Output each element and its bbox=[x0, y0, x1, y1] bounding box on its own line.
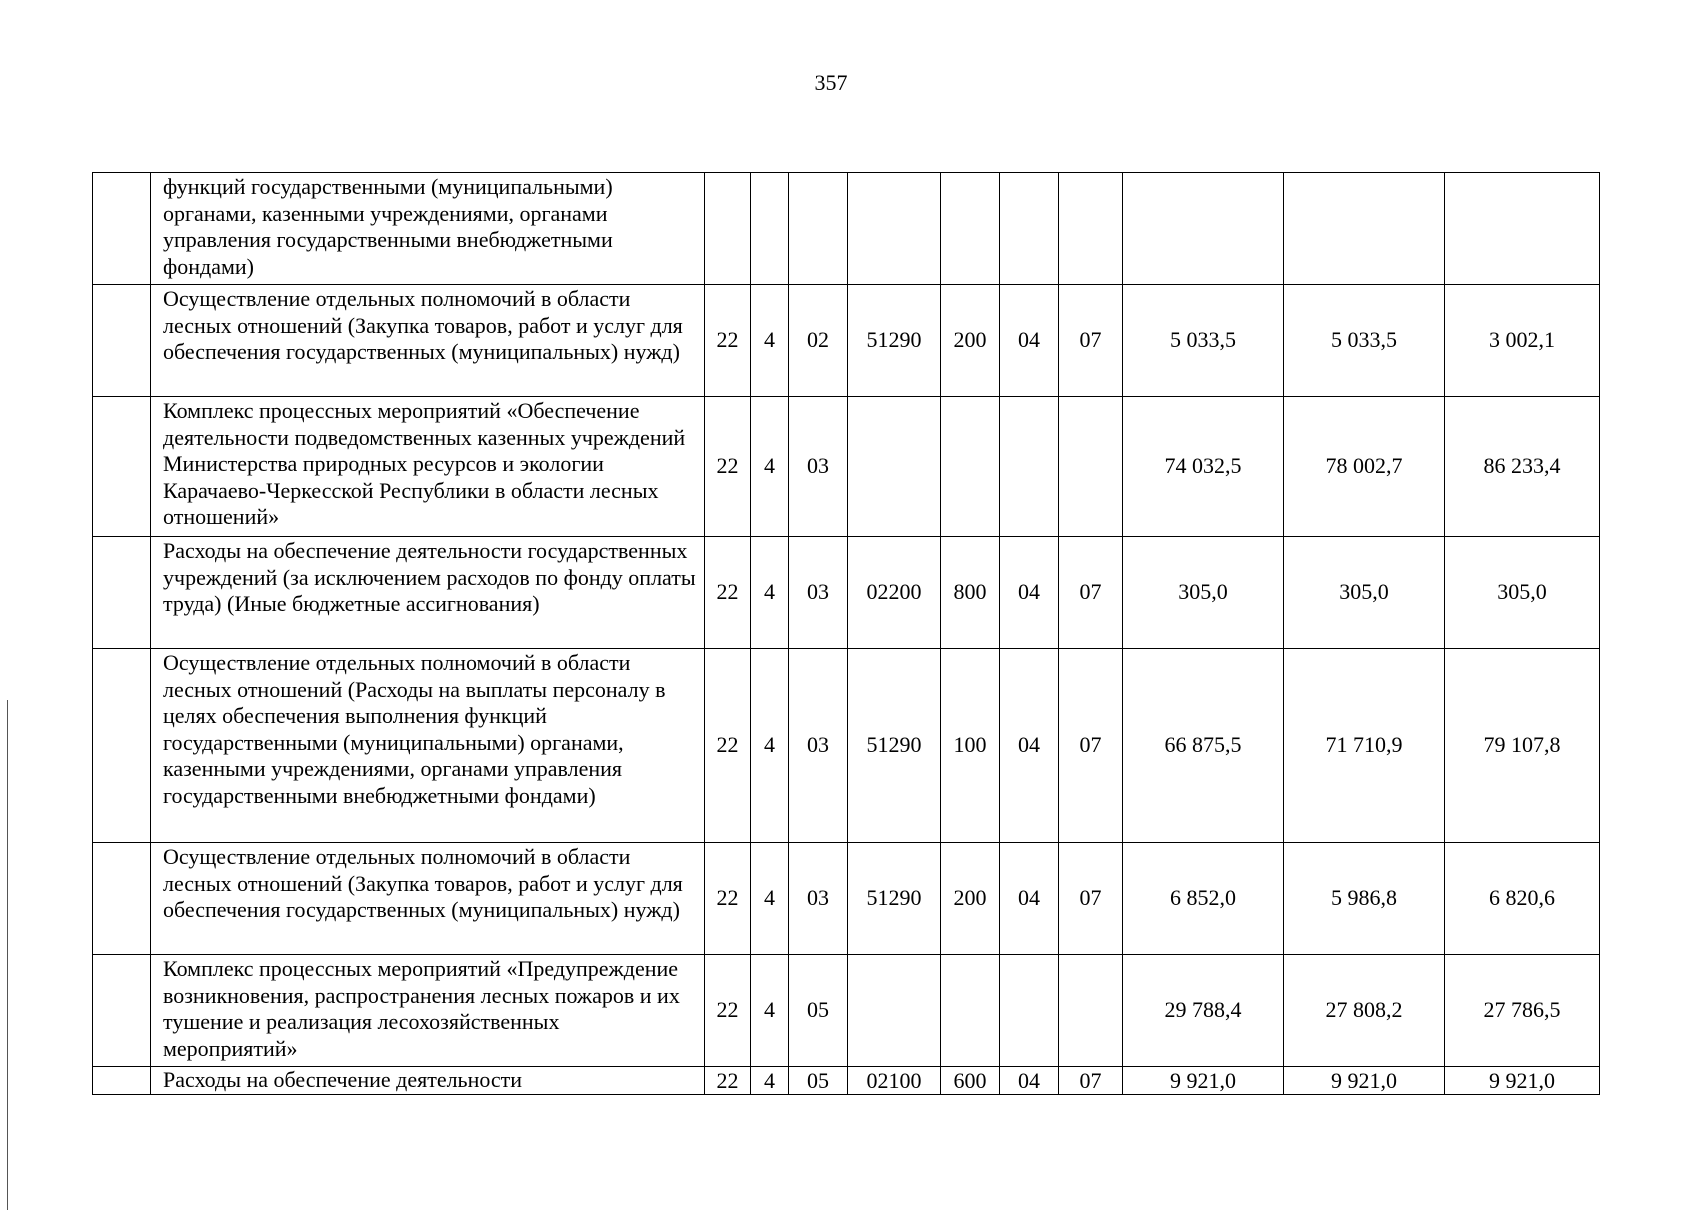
amount-cell: 5 033,5 bbox=[1284, 285, 1445, 397]
amount-cell: 5 986,8 bbox=[1284, 843, 1445, 955]
code-cell: 600 bbox=[941, 1067, 1000, 1095]
row-name-cell: Осуществление отдельных полномочий в области лесных отношений (Закупка товаров, работ и услуг для обеспечения государственных (муниципальных) нужд) bbox=[151, 285, 705, 397]
code-cell: 4 bbox=[751, 537, 789, 649]
amount-cell: 78 002,7 bbox=[1284, 397, 1445, 537]
code-cell: 51290 bbox=[848, 649, 941, 843]
code-cell: 07 bbox=[1059, 285, 1123, 397]
code-cell: 04 bbox=[1000, 537, 1059, 649]
amount-cell: 79 107,8 bbox=[1445, 649, 1600, 843]
code-cell bbox=[705, 173, 751, 285]
code-cell: 05 bbox=[789, 1067, 848, 1095]
code-cell: 04 bbox=[1000, 285, 1059, 397]
row-name-cell: Осуществление отдельных полномочий в области лесных отношений (Расходы на выплаты персоналу в целях обеспечения выполнения функций государственными (муниципальными) органами, казенными учреждениями, органами управления государственными внебюджетными фондами) bbox=[151, 649, 705, 843]
code-cell: 04 bbox=[1000, 649, 1059, 843]
table-row bbox=[93, 955, 1600, 1067]
row-number-cell bbox=[93, 537, 151, 649]
amount-cell: 305,0 bbox=[1445, 537, 1600, 649]
code-cell: 4 bbox=[751, 1067, 789, 1095]
code-cell: 02 bbox=[789, 285, 848, 397]
amount-cell: 9 921,0 bbox=[1123, 1067, 1284, 1095]
amount-cell bbox=[1284, 173, 1445, 285]
code-cell bbox=[1059, 955, 1123, 1067]
row-name-cell: Расходы на обеспечение деятельности bbox=[151, 1067, 705, 1095]
table-row bbox=[93, 649, 1600, 843]
table-row bbox=[93, 285, 1600, 397]
table-row bbox=[93, 1067, 1600, 1095]
amount-cell: 71 710,9 bbox=[1284, 649, 1445, 843]
code-cell: 07 bbox=[1059, 843, 1123, 955]
code-cell: 03 bbox=[789, 537, 848, 649]
code-cell: 22 bbox=[705, 397, 751, 537]
code-cell bbox=[1000, 397, 1059, 537]
table-row bbox=[93, 537, 1600, 649]
code-cell: 22 bbox=[705, 537, 751, 649]
code-cell: 200 bbox=[941, 285, 1000, 397]
code-cell bbox=[941, 397, 1000, 537]
code-cell: 07 bbox=[1059, 649, 1123, 843]
code-cell bbox=[1059, 397, 1123, 537]
code-cell: 02100 bbox=[848, 1067, 941, 1095]
amount-cell: 66 875,5 bbox=[1123, 649, 1284, 843]
amount-cell: 6 852,0 bbox=[1123, 843, 1284, 955]
code-cell: 03 bbox=[789, 397, 848, 537]
code-cell: 4 bbox=[751, 843, 789, 955]
amount-cell: 86 233,4 bbox=[1445, 397, 1600, 537]
code-cell bbox=[789, 173, 848, 285]
code-cell: 02200 bbox=[848, 537, 941, 649]
table-row bbox=[93, 397, 1600, 537]
amount-cell: 5 033,5 bbox=[1123, 285, 1284, 397]
code-cell bbox=[751, 173, 789, 285]
row-number-cell bbox=[93, 1067, 151, 1095]
code-cell: 22 bbox=[705, 285, 751, 397]
scan-margin-line bbox=[7, 700, 8, 1210]
code-cell: 07 bbox=[1059, 1067, 1123, 1095]
code-cell: 4 bbox=[751, 955, 789, 1067]
code-cell bbox=[941, 173, 1000, 285]
code-cell: 51290 bbox=[848, 843, 941, 955]
row-number-cell bbox=[93, 843, 151, 955]
amount-cell: 9 921,0 bbox=[1445, 1067, 1600, 1095]
amount-cell: 27 786,5 bbox=[1445, 955, 1600, 1067]
code-cell: 100 bbox=[941, 649, 1000, 843]
code-cell bbox=[848, 955, 941, 1067]
code-cell bbox=[1000, 955, 1059, 1067]
code-cell: 4 bbox=[751, 649, 789, 843]
row-number-cell bbox=[93, 285, 151, 397]
amount-cell bbox=[1445, 173, 1600, 285]
page-number: 357 bbox=[814, 70, 848, 95]
code-cell: 05 bbox=[789, 955, 848, 1067]
table-row bbox=[93, 173, 1600, 285]
row-name-cell: Комплекс процессных мероприятий «Обеспечение деятельности подведомственных казенных учреждений Министерства природных ресурсов и экологии Карачаево-Черкесской Республики в области лесных отношений» bbox=[151, 397, 705, 537]
code-cell: 22 bbox=[705, 843, 751, 955]
amount-cell bbox=[1123, 173, 1284, 285]
row-name-cell: функций государственными (муниципальными) органами, казенными учреждениями, органами управления государственными внебюджетными фондами) bbox=[151, 173, 705, 285]
row-number-cell bbox=[93, 649, 151, 843]
code-cell bbox=[848, 173, 941, 285]
code-cell: 4 bbox=[751, 285, 789, 397]
amount-cell: 27 808,2 bbox=[1284, 955, 1445, 1067]
amount-cell: 6 820,6 bbox=[1445, 843, 1600, 955]
code-cell: 03 bbox=[789, 843, 848, 955]
amount-cell: 305,0 bbox=[1284, 537, 1445, 649]
code-cell: 51290 bbox=[848, 285, 941, 397]
row-number-cell bbox=[93, 955, 151, 1067]
code-cell bbox=[1059, 173, 1123, 285]
amount-cell: 3 002,1 bbox=[1445, 285, 1600, 397]
amount-cell: 9 921,0 bbox=[1284, 1067, 1445, 1095]
code-cell: 03 bbox=[789, 649, 848, 843]
code-cell: 22 bbox=[705, 1067, 751, 1095]
amount-cell: 29 788,4 bbox=[1123, 955, 1284, 1067]
amount-cell: 305,0 bbox=[1123, 537, 1284, 649]
code-cell bbox=[941, 955, 1000, 1067]
row-number-cell bbox=[93, 173, 151, 285]
code-cell: 04 bbox=[1000, 1067, 1059, 1095]
code-cell: 22 bbox=[705, 649, 751, 843]
code-cell: 22 bbox=[705, 955, 751, 1067]
table-row bbox=[93, 843, 1600, 955]
row-name-cell: Расходы на обеспечение деятельности государственных учреждений (за исключением расходов по фонду оплаты труда) (Иные бюджетные ассигнования) bbox=[151, 537, 705, 649]
code-cell: 200 bbox=[941, 843, 1000, 955]
budget-table bbox=[92, 172, 1600, 1095]
amount-cell: 74 032,5 bbox=[1123, 397, 1284, 537]
code-cell: 4 bbox=[751, 397, 789, 537]
row-number-cell bbox=[93, 397, 151, 537]
code-cell: 800 bbox=[941, 537, 1000, 649]
row-name-cell: Комплекс процессных мероприятий «Предупреждение возникновения, распространения лесных пожаров и их тушение и реализация лесохозяйственных мероприятий» bbox=[151, 955, 705, 1067]
code-cell: 07 bbox=[1059, 537, 1123, 649]
code-cell bbox=[1000, 173, 1059, 285]
code-cell: 04 bbox=[1000, 843, 1059, 955]
row-name-cell: Осуществление отдельных полномочий в области лесных отношений (Закупка товаров, работ и услуг для обеспечения государственных (муниципальных) нужд) bbox=[151, 843, 705, 955]
code-cell bbox=[848, 397, 941, 537]
